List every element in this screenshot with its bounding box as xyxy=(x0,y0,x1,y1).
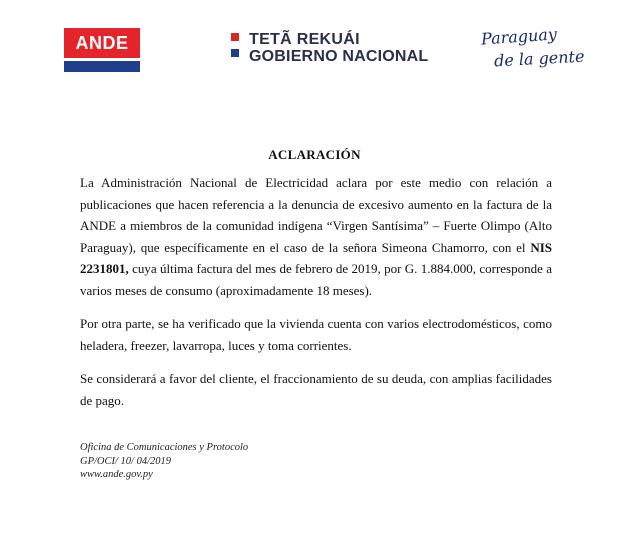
ande-logo xyxy=(64,28,140,76)
gov-logo-line2: GOBIERNO NACIONAL xyxy=(249,48,429,65)
document-title: ACLARACIÓN xyxy=(268,147,361,162)
gov-logo-line1: TETÃ REKUÁI xyxy=(249,31,360,48)
paragraph-1-text-a: La Administración Nacional de Electricidad aclara por este medio con relación a publicaciones que hacen referencia a la denuncia de excesivo aumento en la factura de la ANDE a miembros de la comunidad indígena “Virgen Santísima” – Fuerte Olimpo (Alto Paraguay), que específicamente en el caso de la señora Simeona Chamorro, con el xyxy=(80,175,552,255)
gov-flag-squares-icon xyxy=(231,33,240,65)
footer-reference: GP/OCI/ 10/ 04/2019 xyxy=(80,455,171,467)
paraguay-logo-line2: de la gente xyxy=(493,46,585,71)
paragraph-1-nis: NIS 2231801, xyxy=(80,239,552,276)
paragraph-1 xyxy=(80,172,552,301)
paraguay-de-la-gente-logo xyxy=(478,24,585,75)
ande-logo-text: ANDE xyxy=(64,28,140,58)
paraguay-logo-line1: Paraguay xyxy=(480,24,558,49)
letterhead xyxy=(0,0,629,90)
ande-logo-stripe xyxy=(64,61,140,72)
paragraph-2: Por otra parte, se ha verificado que la vivienda cuenta con varios electrodomésticos, como heladera, freezer, lavarropa, luces y toma corrientes. xyxy=(80,316,552,353)
footer-office: Oficina de Comunicaciones y Protocolo xyxy=(80,442,249,453)
document-footer xyxy=(80,441,248,482)
footer-website: www.ande.gov.py xyxy=(80,469,153,480)
document-body xyxy=(80,172,552,423)
paragraph-3: Se considerará a favor del cliente, el fraccionamiento de su deuda, con amplias facilidades de pago. xyxy=(80,371,552,408)
paragraph-1-text-b: cuya última factura del mes de febrero de 2019, por G. 1.884.000, corresponde a varios meses de consumo (aproximadamente 18 meses). xyxy=(80,261,552,298)
